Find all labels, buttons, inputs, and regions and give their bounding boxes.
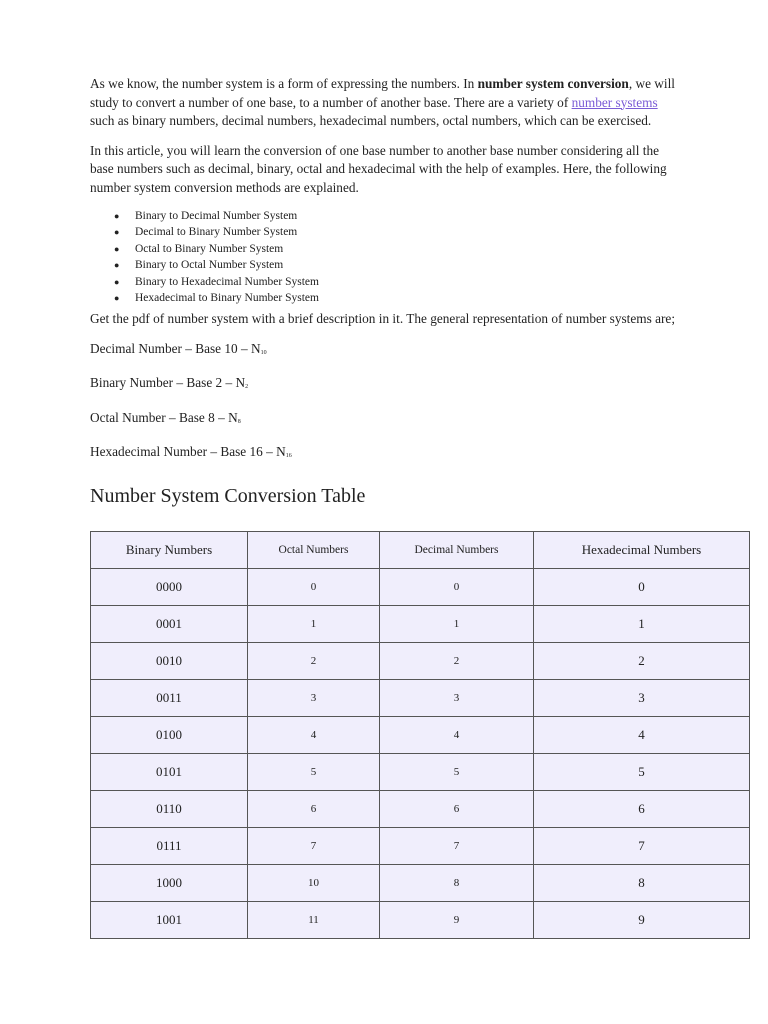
article-body [90, 75, 680, 515]
header-octal: Octal Numbers [248, 532, 380, 569]
cell-hexadecimal: 5 [534, 754, 750, 791]
table-row [91, 791, 750, 828]
list-item: ● Binary to Decimal Number System [90, 208, 680, 224]
cell-hexadecimal: 8 [534, 865, 750, 902]
base-binary: Binary Number – Base $2 - N_2$ [90, 375, 249, 391]
cell-octal: 10 [248, 865, 380, 902]
cell-hexadecimal: 3 [534, 680, 750, 717]
cell-octal: 1 [248, 606, 380, 643]
bullet-icon: ● [114, 293, 120, 304]
cell-hexadecimal: 4 [534, 717, 750, 754]
cell-hexadecimal: 9 [534, 902, 750, 939]
cell-decimal: 9 [380, 902, 534, 939]
bullet-icon: ● [114, 276, 120, 287]
cell-binary: 0101 [91, 754, 248, 791]
cell-decimal: 1 [380, 606, 534, 643]
intro-bold-term: number system conversion [477, 76, 629, 91]
cell-octal: 5 [248, 754, 380, 791]
cell-decimal: 7 [380, 828, 534, 865]
table-row [91, 902, 750, 939]
conversion-methods-list [90, 208, 680, 306]
cell-decimal: 8 [380, 865, 534, 902]
header-hexadecimal: Hexadecimal Numbers [534, 532, 750, 569]
cell-decimal: 0 [380, 569, 534, 606]
conversion-table [90, 531, 750, 939]
cell-binary: 1000 [91, 865, 248, 902]
intro-paragraph [90, 75, 680, 131]
bullet-icon: ● [114, 260, 120, 271]
header-decimal: Decimal Numbers [380, 532, 534, 569]
list-item: ● Octal to Binary Number System [90, 241, 680, 257]
cell-binary: 0010 [91, 643, 248, 680]
table-title: Number System Conversion Table [90, 485, 366, 508]
cell-decimal: 4 [380, 717, 534, 754]
base-octal: Octal Number – Base $8 - N_8$ [90, 409, 241, 425]
table-row [91, 643, 750, 680]
table-row [91, 717, 750, 754]
table-row [91, 606, 750, 643]
cell-octal: 4 [248, 717, 380, 754]
cell-octal: 0 [248, 569, 380, 606]
list-item: ● Binary to Octal Number System [90, 257, 680, 273]
cell-hexadecimal: 2 [534, 643, 750, 680]
cell-hexadecimal: 6 [534, 791, 750, 828]
cell-binary: 0111 [91, 828, 248, 865]
base-decimal: Decimal Number – Base $10 - N_{10}$ [90, 340, 267, 356]
base-hexadecimal: Hexadecimal Number – Base $16 - N_{16}$ [90, 444, 292, 460]
cell-binary: 0011 [91, 680, 248, 717]
cell-octal: 7 [248, 828, 380, 865]
table-row [91, 680, 750, 717]
number-systems-link[interactable]: number systems [571, 94, 658, 110]
intro-text-a: As we know, the number system is a form of expressing the numbers. In [90, 76, 478, 91]
cell-octal: 11 [248, 902, 380, 939]
bullet-icon: ● [114, 243, 120, 254]
intro-text-b: , we will study to convert a number of one base, to a number of another base. There are a variety of [90, 76, 675, 110]
article-description: In this article, you will learn the conversion of one base number to another base number considering all the base numbers such as decimal, binary, octal and hexadecimal with the help of examples. Here, the following number system conversion methods are explained. [90, 142, 667, 195]
table-header-row [91, 532, 750, 569]
header-binary: Binary Numbers [91, 532, 248, 569]
cell-decimal: 5 [380, 754, 534, 791]
cell-hexadecimal: 1 [534, 606, 750, 643]
table-row [91, 865, 750, 902]
table-row [91, 569, 750, 606]
table-row [91, 754, 750, 791]
cell-binary: 0000 [91, 569, 248, 606]
cell-decimal: 3 [380, 680, 534, 717]
list-item: ● Hexadecimal to Binary Number System [90, 290, 680, 306]
cell-binary: 0100 [91, 717, 248, 754]
cell-decimal: 2 [380, 643, 534, 680]
cell-decimal: 6 [380, 791, 534, 828]
bullet-icon: ● [114, 211, 120, 221]
cell-binary: 1001 [91, 902, 248, 939]
bullet-icon: ● [114, 227, 120, 238]
cell-octal: 6 [248, 791, 380, 828]
cell-hexadecimal: 7 [534, 828, 750, 865]
cell-binary: 0110 [91, 791, 248, 828]
list-item: ● Binary to Hexadecimal Number System [90, 274, 680, 290]
pdf-paragraph: Get the pdf of number system with a brief description in it. The general representation of number systems are; [90, 311, 676, 327]
table-row [91, 828, 750, 865]
cell-octal: 3 [248, 680, 380, 717]
list-item: ● Decimal to Binary Number System [90, 224, 680, 240]
intro-text-c: such as binary numbers, decimal numbers, hexadecimal numbers, octal numbers, which can be exercised. [90, 113, 652, 128]
cell-octal: 2 [248, 643, 380, 680]
cell-hexadecimal: 0 [534, 569, 750, 606]
cell-binary: 0001 [91, 606, 248, 643]
